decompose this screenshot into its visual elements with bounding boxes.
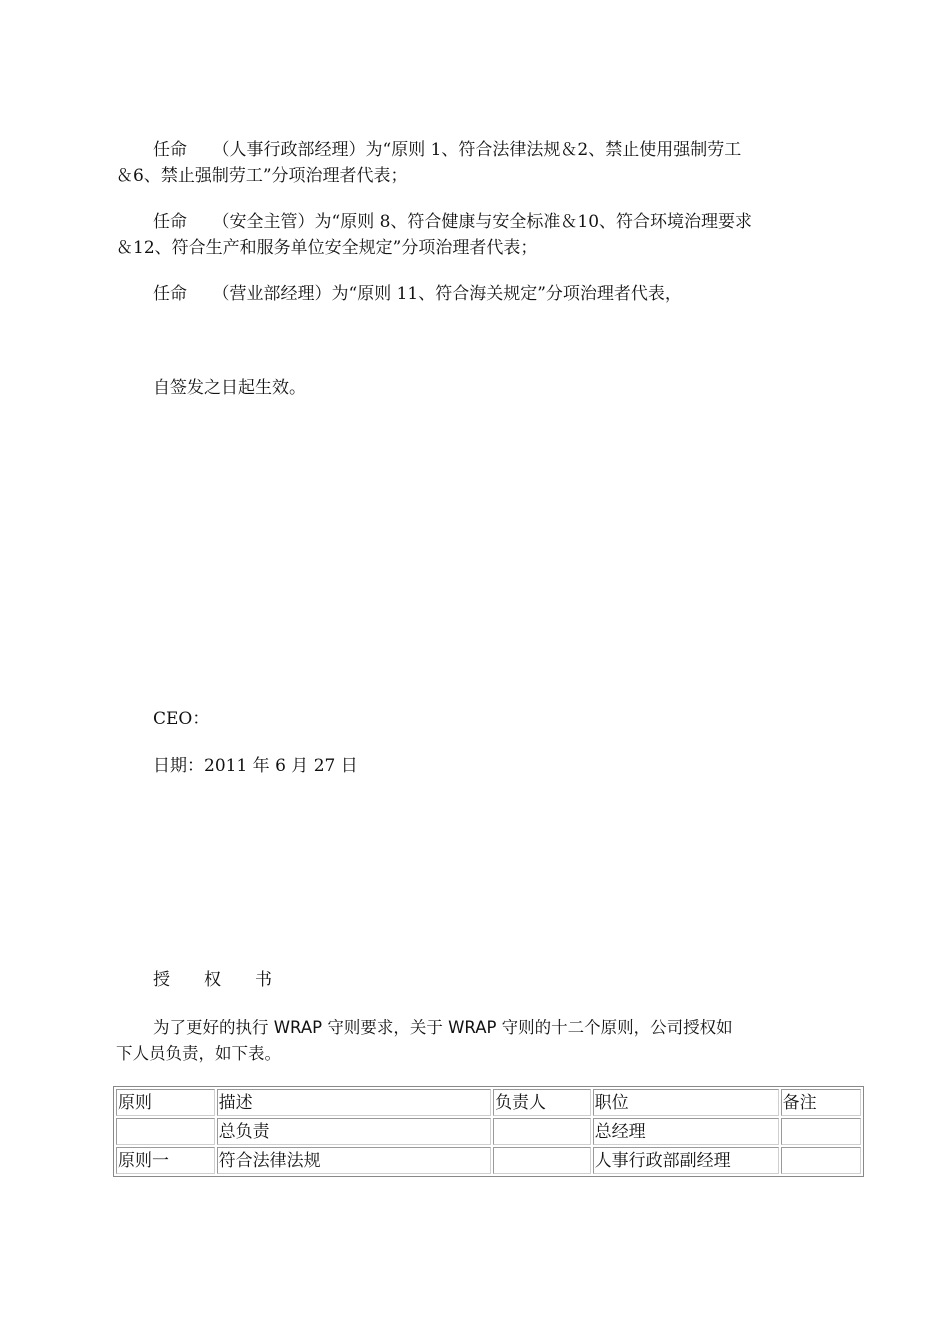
signature-date: 日期：2011 年 6 月 27 日	[153, 756, 358, 776]
table-cell	[493, 1147, 591, 1174]
header-position: 职位	[593, 1089, 779, 1116]
table-cell: 原则一	[116, 1147, 215, 1174]
header-remarks: 备注	[781, 1089, 861, 1116]
table-header-row	[116, 1089, 861, 1116]
table-cell: 总负责	[217, 1118, 491, 1145]
table-cell: 符合法律法规	[217, 1147, 491, 1174]
responsibility-table	[113, 1086, 864, 1177]
appointment-2-line-2: ＆12、符合生产和服务单位安全规定”分项治理者代表；	[116, 238, 538, 258]
appointment-3-line-1: 任命 （营业部经理）为“原则 11、符合海关规定”分项治理者代表，	[153, 284, 682, 304]
authorization-title: 授 权 书	[153, 970, 272, 990]
table-cell	[116, 1118, 215, 1145]
authorization-intro-line-1: 为了更好的执行 WRAP 守则要求，关于 WRAP 守则的十二个原则，公司授权如	[153, 1018, 733, 1037]
appointment-2-line-1: 任命 （安全主管）为“原则 8、符合健康与安全标准＆10、符合环境治理要求	[153, 212, 753, 232]
table-cell: 人事行政部副经理	[593, 1147, 779, 1174]
ceo-signature-label: CEO：	[153, 709, 210, 729]
table-cell	[781, 1118, 861, 1145]
header-principle: 原则	[116, 1089, 215, 1116]
header-person-in-charge: 负责人	[493, 1089, 591, 1116]
table-row	[116, 1147, 861, 1174]
table-cell	[781, 1147, 861, 1174]
table-row	[116, 1118, 861, 1145]
effective-statement: 自签发之日起生效。	[153, 378, 306, 398]
header-description: 描述	[217, 1089, 491, 1116]
appointment-1-line-1: 任命 （人事行政部经理）为“原则 1、符合法律法规＆2、禁止使用强制劳工	[153, 140, 742, 160]
authorization-intro-line-2: 下人员负责，如下表。	[116, 1044, 281, 1063]
appointment-1-line-2: ＆6、禁止强制劳工”分项治理者代表；	[116, 166, 408, 186]
table-cell	[493, 1118, 591, 1145]
table-cell: 总经理	[593, 1118, 779, 1145]
